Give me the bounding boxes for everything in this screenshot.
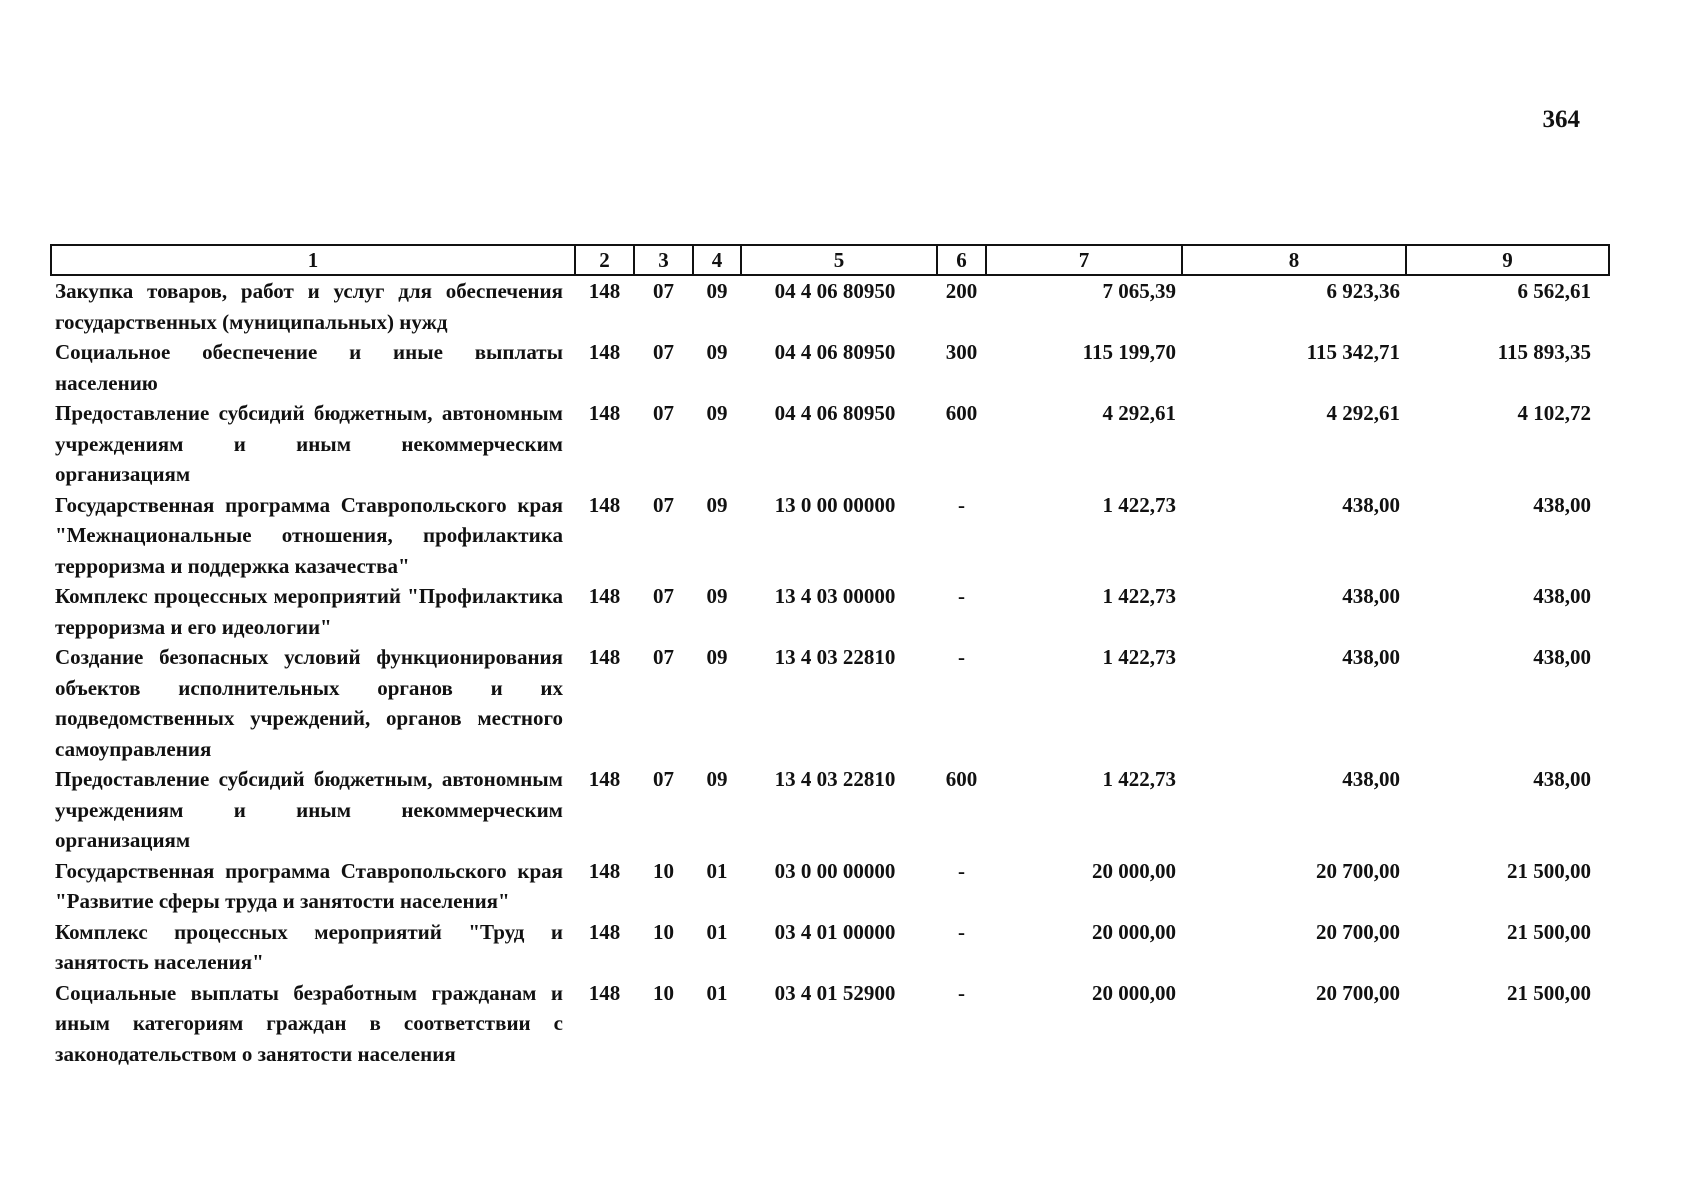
sum-col9: 438,00 [1533, 492, 1591, 517]
sum-col8: 20 700,00 [1316, 919, 1400, 944]
sum-col7: 7 065,39 [1102, 279, 1176, 303]
target-article-code: 13 4 03 22810 [774, 645, 896, 669]
expense-type-code: 600 [945, 401, 978, 425]
target-article-code: 03 0 00 00000 [774, 858, 896, 883]
section-code: 07 [653, 340, 674, 364]
section-code: 07 [653, 401, 674, 425]
column-header: 4 [693, 245, 741, 275]
subsection-code: 09 [706, 645, 728, 669]
row-name: Создание безопасных условий функционирования объектов исполнительных органов и их подведомственных учреждений, органов местного самоуправления [55, 645, 563, 761]
table-row [51, 398, 1609, 490]
table-row [51, 856, 1609, 917]
subsection-code: 09 [706, 340, 728, 364]
table-row [51, 581, 1609, 642]
sum-col9: 438,00 [1533, 767, 1591, 791]
sum-col9: 115 893,35 [1497, 340, 1591, 364]
subsection-code: 09 [706, 279, 728, 303]
expense-type-code: - [958, 584, 965, 608]
row-name: Государственная программа Ставропольского края "Межнациональные отношения, профилактика терроризма и поддержка казачества" [55, 492, 563, 578]
subsection-code: 09 [706, 401, 728, 425]
expense-type-code: - [958, 645, 965, 669]
ved-code: 148 [588, 492, 621, 517]
ved-code: 148 [588, 401, 621, 425]
table-body [51, 275, 1609, 1069]
target-article-code: 04 4 06 80950 [774, 401, 896, 425]
row-name: Предоставление субсидий бюджетным, автономным учреждениям и иным некоммерческим организациям [55, 401, 563, 486]
sum-col9: 21 500,00 [1507, 858, 1591, 883]
sum-col8: 4 292,61 [1326, 401, 1400, 425]
subsection-code: 09 [706, 767, 728, 791]
column-header: 6 [937, 245, 986, 275]
table-row [51, 337, 1609, 398]
ved-code: 148 [588, 645, 621, 669]
row-name: Предоставление субсидий бюджетным, автономным учреждениям и иным некоммерческим организациям [55, 767, 563, 852]
sum-col7: 1 422,73 [1102, 492, 1176, 517]
expense-type-code: - [958, 858, 965, 883]
column-header: 5 [741, 245, 937, 275]
sum-col7: 1 422,73 [1102, 767, 1176, 791]
ved-code: 148 [588, 584, 621, 608]
sum-col7: 20 000,00 [1092, 919, 1176, 944]
row-name: Закупка товаров, работ и услуг для обеспечения государственных (муниципальных) нужд [55, 279, 563, 334]
row-name: Комплекс процессных мероприятий "Труд и занятость населения" [55, 919, 563, 974]
ved-code: 148 [588, 767, 621, 791]
sum-col7: 1 422,73 [1102, 584, 1176, 608]
target-article-code: 04 4 06 80950 [774, 279, 896, 303]
ved-code: 148 [588, 980, 621, 1005]
sum-col9: 438,00 [1533, 645, 1591, 669]
column-header: 3 [634, 245, 693, 275]
sum-col8: 438,00 [1342, 645, 1400, 669]
section-code: 07 [653, 492, 674, 517]
sum-col8: 20 700,00 [1316, 858, 1400, 883]
section-code: 10 [653, 980, 674, 1005]
sum-col7: 20 000,00 [1092, 980, 1176, 1005]
row-name: Социальные выплаты безработным гражданам и иным категориям граждан в соответствии с законодательством о занятости населения [55, 980, 563, 1066]
section-code: 07 [653, 279, 674, 303]
row-name: Социальное обеспечение и иные выплаты населению [55, 340, 563, 395]
subsection-code: 01 [706, 919, 728, 944]
sum-col8: 438,00 [1342, 492, 1400, 517]
section-code: 07 [653, 645, 674, 669]
row-name: Государственная программа Ставропольского края "Развитие сферы труда и занятости населения" [55, 858, 563, 913]
table-row [51, 764, 1609, 856]
sum-col9: 21 500,00 [1507, 919, 1591, 944]
column-header: 2 [575, 245, 634, 275]
table-row [51, 917, 1609, 978]
sum-col9: 21 500,00 [1507, 980, 1591, 1005]
sum-col7: 4 292,61 [1102, 401, 1176, 425]
table-row [51, 275, 1609, 337]
table-header-row [51, 245, 1609, 275]
budget-table [50, 244, 1610, 1069]
ved-code: 148 [588, 279, 621, 303]
ved-code: 148 [588, 340, 621, 364]
sum-col8: 438,00 [1342, 767, 1400, 791]
section-code: 07 [653, 584, 674, 608]
sum-col8: 20 700,00 [1316, 980, 1400, 1005]
table-row [51, 490, 1609, 582]
sum-col8: 6 923,36 [1326, 279, 1400, 303]
sum-col7: 20 000,00 [1092, 858, 1176, 883]
sum-col9: 6 562,61 [1517, 279, 1591, 303]
expense-type-code: 600 [945, 767, 978, 791]
target-article-code: 03 4 01 52900 [774, 980, 896, 1005]
column-header: 7 [986, 245, 1182, 275]
expense-type-code: 200 [945, 279, 978, 303]
subsection-code: 01 [706, 858, 728, 883]
sum-col9: 438,00 [1533, 584, 1591, 608]
target-article-code: 13 4 03 22810 [774, 767, 896, 791]
column-header: 9 [1406, 245, 1609, 275]
sum-col8: 438,00 [1342, 584, 1400, 608]
table-row [51, 642, 1609, 764]
column-header: 1 [51, 245, 575, 275]
ved-code: 148 [588, 858, 621, 883]
target-article-code: 03 4 01 00000 [774, 919, 896, 944]
row-name: Комплекс процессных мероприятий "Профилактика терроризма и его идеологии" [55, 584, 563, 639]
target-article-code: 13 0 00 00000 [774, 492, 896, 517]
sum-col7: 1 422,73 [1102, 645, 1176, 669]
expense-type-code: - [958, 980, 965, 1005]
section-code: 07 [653, 767, 674, 791]
subsection-code: 01 [706, 980, 728, 1005]
subsection-code: 09 [706, 492, 728, 517]
section-code: 10 [653, 858, 674, 883]
table-row [51, 978, 1609, 1070]
sum-col9: 4 102,72 [1517, 401, 1591, 425]
sum-col7: 115 199,70 [1082, 340, 1176, 364]
subsection-code: 09 [706, 584, 728, 608]
expense-type-code: - [958, 492, 965, 517]
page-number: 364 [1542, 106, 1580, 133]
expense-type-code: 300 [945, 340, 978, 364]
section-code: 10 [653, 919, 674, 944]
sum-col8: 115 342,71 [1306, 340, 1400, 364]
target-article-code: 04 4 06 80950 [774, 340, 896, 364]
ved-code: 148 [588, 919, 621, 944]
column-header: 8 [1182, 245, 1406, 275]
target-article-code: 13 4 03 00000 [774, 584, 896, 608]
expense-type-code: - [958, 919, 965, 944]
